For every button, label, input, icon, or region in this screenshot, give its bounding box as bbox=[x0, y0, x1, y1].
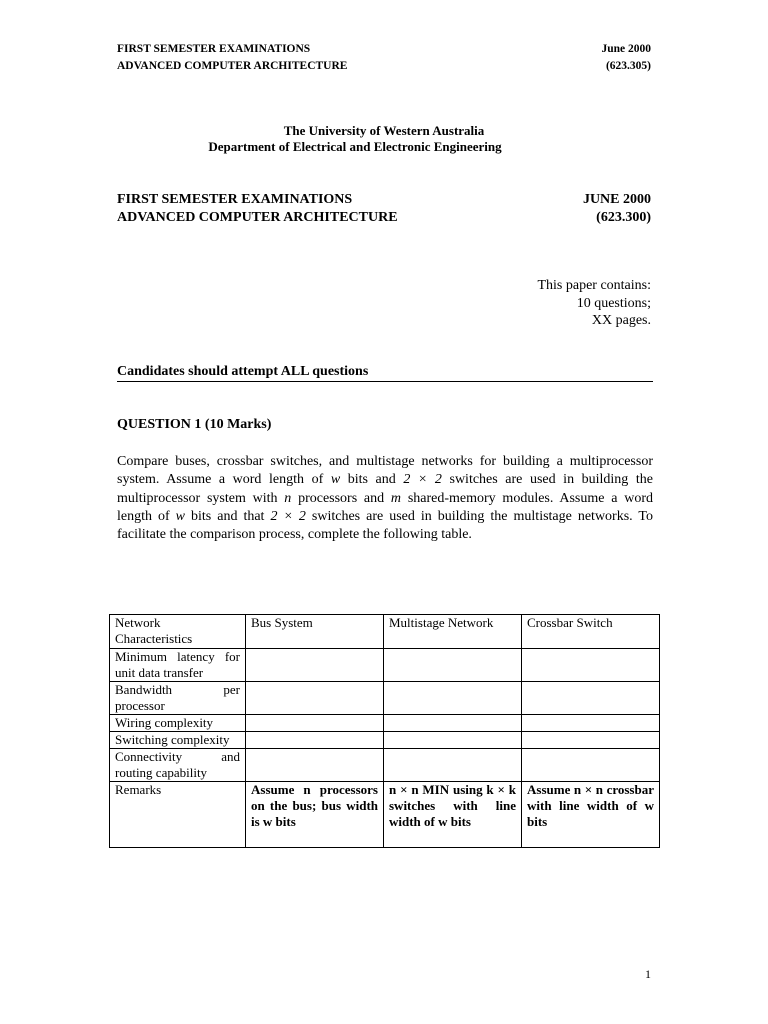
answer-cell bbox=[522, 732, 660, 749]
question-text bbox=[117, 453, 653, 544]
variable-m: m bbox=[390, 490, 402, 506]
row-label: Wiring complexity bbox=[110, 715, 246, 732]
exam-title-date: JUNE 2000 bbox=[582, 192, 651, 207]
question-text-part: switches are used in building the multistage networks. To facilitate the comparison process, complete the following table. bbox=[117, 508, 653, 543]
answer-cell bbox=[384, 715, 522, 732]
answer-cell bbox=[384, 682, 522, 715]
exam-title-code: (623.300) bbox=[596, 210, 651, 225]
switch-size: 2 × 2 bbox=[403, 472, 442, 488]
question-text-part: switches are used in building the multiprocessor system with bbox=[117, 472, 653, 506]
answer-cell bbox=[522, 715, 660, 732]
answer-cell bbox=[246, 732, 384, 749]
answer-cell bbox=[384, 749, 522, 782]
header-cell: Crossbar Switch bbox=[522, 615, 660, 649]
question-text-part: bits and bbox=[340, 472, 404, 488]
running-header-right bbox=[601, 41, 651, 75]
instructions: Candidates should attempt ALL questions bbox=[117, 364, 653, 382]
header-cell: Bus System bbox=[246, 615, 384, 649]
table-header-row bbox=[110, 615, 660, 649]
question-heading: QUESTION 1 (10 Marks) bbox=[117, 417, 272, 432]
remarks-multistage: n × n MIN using k × k switches with line width of w bits bbox=[384, 782, 522, 848]
remarks-crossbar: Assume n × n crossbar with line width of w bits bbox=[522, 782, 660, 848]
table-row bbox=[110, 649, 660, 682]
running-header-date: June 2000 bbox=[601, 43, 651, 55]
answer-cell bbox=[246, 649, 384, 682]
row-label: Connectivity and routing capability bbox=[110, 749, 246, 782]
answer-cell bbox=[246, 715, 384, 732]
paper-contents bbox=[537, 277, 651, 330]
university-name: The University of Western Australia bbox=[283, 123, 485, 138]
exam-title-left bbox=[117, 191, 398, 227]
running-header-exam: FIRST SEMESTER EXAMINATIONS bbox=[117, 43, 311, 55]
page-number: 1 bbox=[645, 967, 651, 981]
answer-cell bbox=[384, 649, 522, 682]
running-header-course: ADVANCED COMPUTER ARCHITECTURE bbox=[117, 60, 348, 72]
header-cell: Network Characteristics bbox=[110, 615, 246, 649]
comparison-table bbox=[109, 614, 660, 848]
exam-title-exam: FIRST SEMESTER EXAMINATIONS bbox=[117, 192, 353, 207]
variable-n: n bbox=[284, 490, 292, 506]
header-cell: Multistage Network bbox=[384, 615, 522, 649]
question-text-part: processors and bbox=[291, 490, 391, 506]
table-row bbox=[110, 715, 660, 732]
row-label: Bandwidth per processor bbox=[110, 682, 246, 715]
answer-cell bbox=[522, 649, 660, 682]
question-text-part: shared-memory modules. Assume a word length of bbox=[117, 490, 654, 524]
row-label: Minimum latency for unit data transfer bbox=[110, 649, 246, 682]
exam-title-right bbox=[583, 191, 651, 227]
question-text-part: bits and that bbox=[185, 508, 271, 524]
paper-contents-questions: 10 questions; bbox=[576, 295, 651, 311]
paper-contents-line1: This paper contains: bbox=[537, 278, 651, 293]
table-remarks-row bbox=[110, 782, 660, 848]
remarks-bus: Assume n processors on the bus; bus width is w bits bbox=[246, 782, 384, 848]
row-label: Switching complexity bbox=[110, 732, 246, 749]
answer-cell bbox=[522, 682, 660, 715]
table-row bbox=[110, 749, 660, 782]
answer-cell bbox=[384, 732, 522, 749]
running-header-code: (623.305) bbox=[605, 60, 651, 72]
answer-cell bbox=[246, 682, 384, 715]
row-label: Remarks bbox=[110, 782, 246, 848]
table-row bbox=[110, 682, 660, 715]
variable-w: w bbox=[175, 508, 185, 524]
table-row bbox=[110, 732, 660, 749]
switch-size: 2 × 2 bbox=[270, 508, 306, 524]
running-header-left bbox=[117, 41, 347, 75]
variable-w: w bbox=[330, 472, 341, 488]
exam-title-course: ADVANCED COMPUTER ARCHITECTURE bbox=[117, 210, 398, 225]
question-text-part: Compare buses, crossbar switches, and multistage networks for building a multiprocessor system. Assume a word length of bbox=[117, 454, 653, 488]
answer-cell bbox=[246, 749, 384, 782]
department-name: Department of Electrical and Electronic Engineering bbox=[208, 139, 502, 154]
paper-contents-pages: XX pages. bbox=[591, 313, 651, 328]
answer-cell bbox=[522, 749, 660, 782]
